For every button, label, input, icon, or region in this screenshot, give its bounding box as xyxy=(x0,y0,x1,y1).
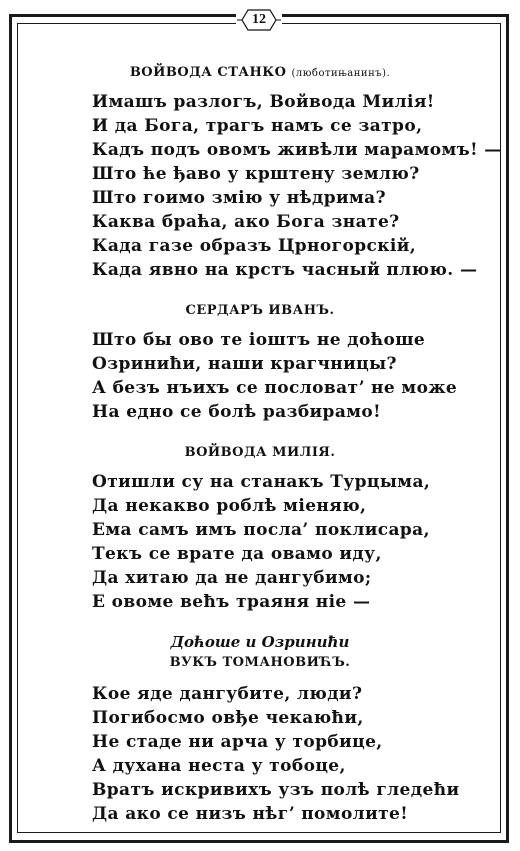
verse-line: Ема самъ имъ посла’ поклисара, xyxy=(92,520,430,540)
speech-block xyxy=(0,62,520,282)
verse-line: Вратъ искривихъ узъ полѣ гледеħи xyxy=(92,780,460,800)
verse-line: На едно се болѣ разбирамо! xyxy=(92,402,382,422)
speech-block xyxy=(0,632,520,826)
verse-lines xyxy=(92,470,520,614)
verse-line: Каква браћа, ако Бога знате? xyxy=(92,212,400,232)
verse-line: Што гоимо змію у нѣдрима? xyxy=(92,188,386,208)
speaker-heading xyxy=(0,300,520,322)
speaker-name: ВОЙВОДА СТАНКО xyxy=(129,65,287,80)
verse-line: Не стаде ни арча у торбице, xyxy=(92,732,383,752)
page-number: 12 xyxy=(252,12,266,27)
speech-block xyxy=(0,300,520,424)
speaker-name: СЕРДАРЪ ИВАНЪ. xyxy=(185,303,335,318)
speaker-heading xyxy=(0,442,520,464)
verse-line: Што ће ђаво у крштену землю? xyxy=(92,164,420,184)
verse-line: Када газе образъ Црногорскій, xyxy=(92,236,417,256)
page-number-ornament xyxy=(236,7,282,33)
speaker-name: ВУКЪ ТОМАНОВИЋЪ. xyxy=(169,655,351,670)
verse-line: И да Бога, трагъ намъ се затро, xyxy=(92,116,423,136)
verse-line: Озриниħи, наши крагчницы? xyxy=(92,354,397,374)
verse-line: Имашъ разлогъ, Войвода Милія! xyxy=(92,92,435,112)
page-content xyxy=(0,62,520,826)
verse-line: А духана неста у тобоце, xyxy=(92,756,346,776)
verse-line: Е овоме веħъ траяня ніе — xyxy=(92,592,371,612)
verse-lines xyxy=(92,90,520,282)
verse-line: Да некакво роблѣ міеняю, xyxy=(92,496,367,516)
verse-line: Да хитаю да не дангубимо; xyxy=(92,568,372,588)
verse-lines xyxy=(92,328,520,424)
verse-line: А безъ нъихъ се пословатʼ не може xyxy=(92,378,458,398)
speaker-heading xyxy=(0,652,520,674)
verse-line: Када явно на крстъ часный плюю. — xyxy=(92,260,478,280)
verse-line: Погибосмо овђе чекаюħи, xyxy=(92,708,364,728)
verse-line: Кадъ подъ овомъ живѣли марамомъ! — xyxy=(92,140,502,160)
verse-lines xyxy=(92,682,520,826)
speaker-heading xyxy=(0,62,520,84)
verse-line: Да ако се низъ нѣгʼ помолите! xyxy=(92,804,409,824)
verse-line: Што бы ово те іоштъ не доћоше xyxy=(92,330,426,350)
speaker-name: ВОЙВОДА МИЛІЯ. xyxy=(184,445,336,460)
verse-line: Отишли су на станакъ Турцыма, xyxy=(92,472,431,492)
verse-line: Кое яде дангубите, люди? xyxy=(92,684,363,704)
verse-line: Текъ се врате да овамо иду, xyxy=(92,544,382,564)
stage-direction: Доћоше и Озриниħи xyxy=(170,633,350,651)
speaker-note: (люботињанинъ). xyxy=(291,68,391,79)
speech-block xyxy=(0,442,520,614)
